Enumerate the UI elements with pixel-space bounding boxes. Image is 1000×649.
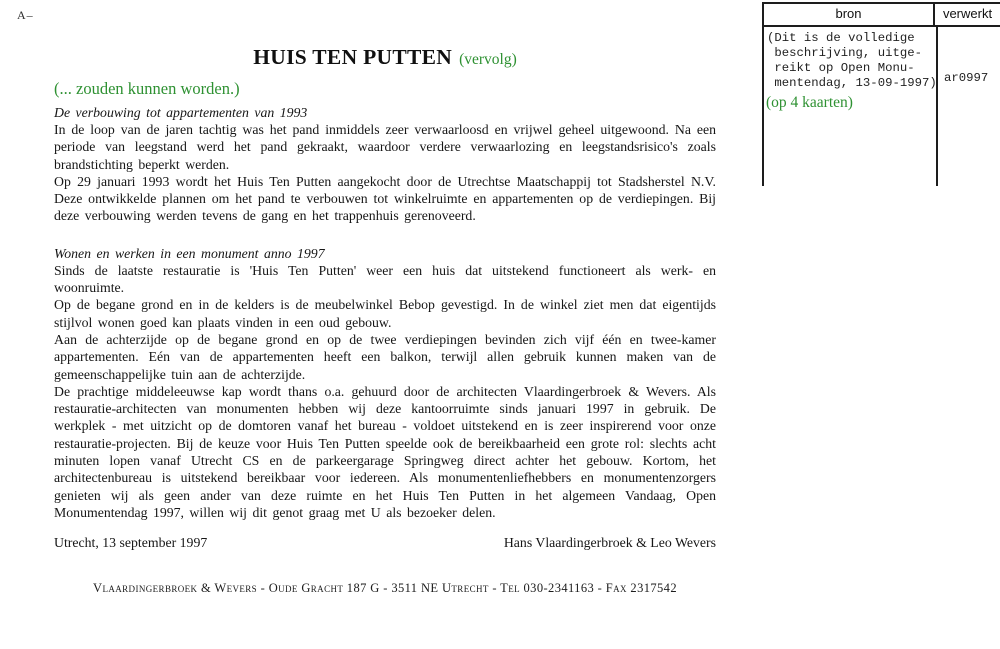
- letterhead-footer: Vlaardingerbroek & Wevers - Oude Gracht 187 G - 3511 NE Utrecht - Tel 030-2341163 - Fax 2317542: [93, 581, 677, 595]
- page-title: HUIS TEN PUTTEN: [253, 45, 453, 69]
- dateline: Utrecht, 13 september 1997: [54, 535, 208, 551]
- paragraph: Sinds de laatste restauratie is 'Huis Ten Putten' weer een huis dat uitstekend functioneert als werk- en woonruimte.: [54, 262, 716, 296]
- index-card: [762, 2, 1000, 186]
- document-title-line: [54, 44, 716, 73]
- column-header-verwerkt: verwerkt: [933, 4, 1000, 25]
- index-card-body: [764, 27, 1000, 186]
- bron-typed-line: (Dit is de volledige: [767, 31, 915, 45]
- signature-row: [54, 535, 716, 551]
- green-annotation-kaarten: (op 4 kaarten): [766, 94, 853, 111]
- document-body: [54, 44, 716, 551]
- title-continuation-note: (vervolg): [459, 51, 517, 68]
- green-annotation-intro: (... zouden kunnen worden.): [54, 79, 240, 98]
- section-heading-wonen-werken: Wonen en werken in een monument anno 1997: [54, 245, 325, 261]
- paragraph: De prachtige middeleeuwse kap wordt thans o.a. gehuurd door de architecten Vlaardingerbroek & Wevers. Als restauratie-architecten van monumenten hebben wij deze kantoorruimte sinds januari 1997 in gebruik. De werkplek - met uitzicht op de domtoren vanaf het bureau - voldoet uitstekend en is zeer inspirerend voor onze restauratie-projecten. Bij de keuze voor Huis Ten Putten speelde ook de bereikbaarheid een grote rol: slechts acht minuten lopen vanaf Utrecht CS en de parkeergarage Springweg direct achter het gebouw. Kortom, het architectenbureau is uitstekend bereikbaar voor iedereen. Als monumentenliefhebbers en monumentenzorgers genieten wij als geen ander van deze ruimte en het Huis Ten Putten in het algemeen Vandaag, Open Monumentendag 1997, willen wij dit genot graag met U als bezoeker delen.: [54, 383, 716, 520]
- paragraph: Op de begane grond en in de kelders is de meubelwinkel Bebop gevestigd. In de winkel ziet men dat eigentijds stijlvol wonen goed kan plaats vinden in een oud gebouw.: [54, 297, 716, 330]
- paragraph: In de loop van de jaren tachtig was het pand inmiddels zeer verwaarloosd en vrijwel geheel uitgewoond. Na een periode van leegstand werd het pand gekraakt, waardoor verdere verwaarlozing en leegstandsrisico's zoals brandstichting beperkt werden.: [54, 122, 716, 172]
- index-card-header: [764, 4, 1000, 27]
- paragraph: Op 29 januari 1993 wordt het Huis Ten Putten aangekocht door de Utrechtse Maatschappij tot Stadsherstel N.V. Deze ontwikkelde plannen om het pand te verbouwen tot winkelruimte en appartementen op de verdiepingen. Bij deze verbouwing werden tevens de gang en het trappenhuis gerenoveerd.: [54, 173, 716, 224]
- verwerkt-code: ar0997: [944, 71, 989, 85]
- verwerkt-cell: [936, 27, 1000, 186]
- page-corner-mark: A–: [17, 8, 34, 22]
- bron-cell: [764, 27, 936, 186]
- paragraph: Aan de achterzijde op de begane grond en op de twee verdiepingen bevinden zich vijf één en twee-kamer appartementen. Eén van de appartementen heeft een balkon, terwijl allen gebruik kunnen maken van de gemeenschappelijke tuin aan de achterzijde.: [54, 331, 716, 382]
- bron-typed-line: mentendag, 13-09-1997): [767, 76, 937, 90]
- signature-names: Hans Vlaardingerbroek & Leo Wevers: [503, 535, 716, 551]
- bron-typed-line: reikt op Open Monu-: [767, 61, 915, 75]
- section-heading-verbouwing: De verbouwing tot appartementen van 1993: [54, 105, 308, 120]
- bron-typed-line: beschrijving, uitge-: [767, 46, 922, 60]
- column-header-bron: bron: [835, 6, 862, 21]
